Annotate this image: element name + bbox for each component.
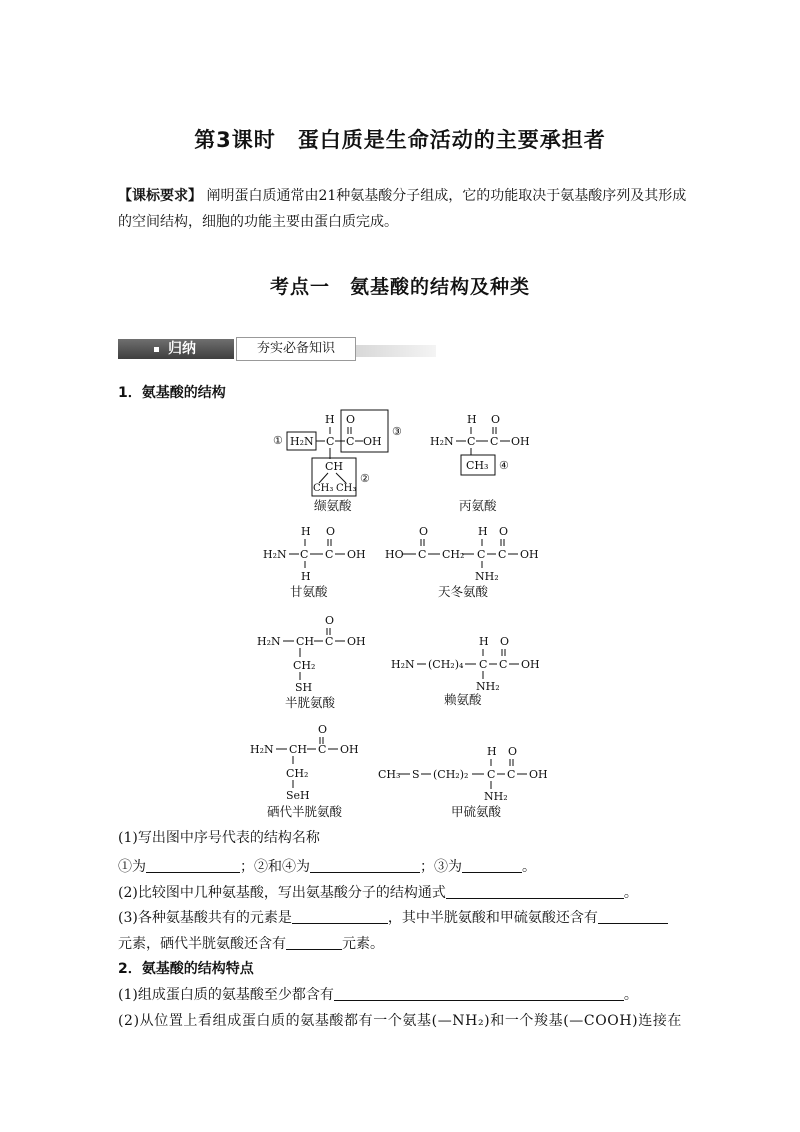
svg-text:C: C <box>346 435 355 448</box>
svg-text:O: O <box>500 635 510 648</box>
question-4 <box>118 984 688 1004</box>
name-valine: 缬氨酸 <box>314 498 352 513</box>
name-alanine: 丙氨酸 <box>459 498 497 513</box>
svg-text:H₂N: H₂N <box>250 743 274 756</box>
svg-text:SeH: SeH <box>286 789 310 802</box>
marker-2: ② <box>360 472 370 485</box>
name-aspartic-acid: 天冬氨酸 <box>438 584 489 599</box>
svg-text:(CH₂)₂: (CH₂)₂ <box>433 768 469 781</box>
svg-text:H: H <box>301 525 311 538</box>
q1-end: 。 <box>522 859 536 875</box>
name-methionine: 甲硫氨酸 <box>451 804 502 819</box>
svg-text:O: O <box>508 745 518 758</box>
requirement-label: 【课标要求】 <box>118 188 202 204</box>
section-title: 考点一 氨基酸的结构及种类 <box>269 276 530 298</box>
svg-text:O: O <box>499 525 509 538</box>
svg-text:(CH₂)₄: (CH₂)₄ <box>428 658 464 671</box>
svg-text:O: O <box>326 525 336 538</box>
name-glycine: 甘氨酸 <box>290 584 328 599</box>
svg-text:CH₃: CH₃ <box>378 768 401 781</box>
svg-text:H₂N: H₂N <box>257 635 281 648</box>
selenocysteine-structure <box>250 723 359 802</box>
blank-7[interactable] <box>286 935 342 950</box>
svg-text:H: H <box>478 525 488 538</box>
blank-8[interactable] <box>334 986 624 1001</box>
svg-text:OH: OH <box>511 435 530 448</box>
svg-text:CH₃: CH₃ <box>313 483 334 494</box>
banner-dark-tab <box>118 339 234 359</box>
svg-text:C: C <box>300 548 309 561</box>
svg-text:OH: OH <box>529 768 548 781</box>
lysine-structure <box>391 635 540 693</box>
q3-d: 元素。 <box>342 936 384 952</box>
svg-text:C: C <box>507 768 516 781</box>
name-selenocysteine: 硒代半胱氨酸 <box>267 804 343 819</box>
svg-text:C: C <box>479 658 488 671</box>
curriculum-requirement <box>118 183 688 235</box>
svg-text:OH: OH <box>347 548 366 561</box>
svg-text:C: C <box>498 548 507 561</box>
svg-text:C: C <box>490 435 499 448</box>
svg-text:CH₂: CH₂ <box>442 548 465 561</box>
svg-text:CH₃: CH₃ <box>336 483 357 494</box>
question-2 <box>118 882 688 902</box>
svg-text:CH: CH <box>289 743 308 756</box>
svg-text:OH: OH <box>347 635 366 648</box>
svg-text:CH: CH <box>325 460 344 473</box>
svg-text:O: O <box>346 413 356 426</box>
svg-text:SH: SH <box>295 681 313 694</box>
q4-text: (1)组成蛋白质的氨基酸至少都含有 <box>118 987 334 1003</box>
svg-text:H: H <box>479 635 489 648</box>
page-title: 第3课时 蛋白质是生命活动的主要承担者 <box>194 128 606 152</box>
svg-text:O: O <box>318 723 328 736</box>
blank-1[interactable] <box>146 858 240 873</box>
svg-text:O: O <box>325 614 335 627</box>
svg-text:CH₂: CH₂ <box>286 767 309 780</box>
banner-left-label: 归纳 <box>168 341 196 357</box>
marker-3: ③ <box>392 425 402 438</box>
valine-structure <box>273 410 402 496</box>
svg-text:OH: OH <box>363 435 382 448</box>
svg-text:C: C <box>487 768 496 781</box>
svg-text:H: H <box>467 413 477 426</box>
heading-amino-acid-structure: 1．氨基酸的结构 <box>118 385 226 401</box>
square-bullet-icon <box>154 347 159 352</box>
blank-5[interactable] <box>292 909 388 924</box>
svg-text:C: C <box>325 635 334 648</box>
methionine-structure <box>378 745 548 803</box>
q1-c: ；③为 <box>420 859 462 875</box>
name-lysine: 赖氨酸 <box>444 692 482 707</box>
question-1: (1)写出图中序号代表的结构名称 <box>118 830 320 846</box>
glycine-structure <box>263 525 366 583</box>
q2-end: 。 <box>623 885 638 901</box>
svg-text:O: O <box>491 413 501 426</box>
blank-4[interactable] <box>446 884 624 899</box>
svg-text:OH: OH <box>520 548 539 561</box>
svg-text:CH₂: CH₂ <box>293 659 316 672</box>
q3-a: (3)各种氨基酸共有的元素是 <box>118 910 292 926</box>
svg-text:H₂N: H₂N <box>263 548 287 561</box>
q2-text: (2)比较图中几种氨基酸，写出氨基酸分子的结构通式 <box>118 885 446 901</box>
requirement-text: 阐明蛋白质通常由21种氨基酸分子组成，它的功能取决于氨基酸序列及其形成的空间结构，细胞的功能主要由蛋白质完成。 <box>118 188 687 230</box>
question-1-lines <box>118 856 688 876</box>
q3-b: ，其中半胱氨酸和甲硫氨酸还含有 <box>387 910 598 926</box>
cysteine-structure <box>257 614 366 694</box>
svg-text:C: C <box>325 548 334 561</box>
svg-text:CH: CH <box>296 635 315 648</box>
heading-amino-acid-features: 2．氨基酸的结构特点 <box>118 961 254 977</box>
svg-text:C: C <box>467 435 476 448</box>
banner-tail <box>356 345 436 357</box>
svg-text:HO: HO <box>385 548 404 561</box>
svg-text:O: O <box>419 525 429 538</box>
question-3-cont <box>118 933 688 953</box>
svg-text:NH₂: NH₂ <box>484 790 508 803</box>
amino-acid-structures-diagram <box>0 400 800 830</box>
svg-text:NH₂: NH₂ <box>475 570 499 583</box>
svg-text:C: C <box>418 548 427 561</box>
svg-text:OH: OH <box>340 743 359 756</box>
blank-2[interactable] <box>310 858 420 873</box>
svg-text:H: H <box>487 745 497 758</box>
question-3 <box>118 907 688 927</box>
svg-text:NH₂: NH₂ <box>476 680 500 693</box>
blank-3[interactable] <box>462 858 522 873</box>
svg-text:H₂N: H₂N <box>430 435 454 448</box>
marker-1: ① <box>273 434 283 447</box>
q4-end: 。 <box>623 987 638 1003</box>
svg-text:OH: OH <box>521 658 540 671</box>
svg-text:H: H <box>301 570 311 583</box>
alanine-structure <box>430 413 530 475</box>
svg-text:C: C <box>318 743 327 756</box>
q1-a: ①为 <box>118 859 146 875</box>
summary-banner <box>118 337 436 363</box>
svg-text:H: H <box>325 413 335 426</box>
svg-text:H₂N: H₂N <box>391 658 415 671</box>
q1-b: ；②和④为 <box>240 859 310 875</box>
svg-text:CH₃: CH₃ <box>466 459 489 472</box>
q3-c: 元素，硒代半胱氨酸还含有 <box>118 936 286 952</box>
aspartic-acid-structure <box>385 525 539 583</box>
svg-text:C: C <box>326 435 335 448</box>
marker-4: ④ <box>499 459 509 472</box>
svg-text:H₂N: H₂N <box>290 435 314 448</box>
name-cysteine: 半胱氨酸 <box>285 695 336 710</box>
svg-text:C: C <box>499 658 508 671</box>
svg-text:C: C <box>477 548 486 561</box>
banner-right-label: 夯实必备知识 <box>236 337 356 361</box>
svg-text:S: S <box>412 768 420 781</box>
blank-6[interactable] <box>598 909 668 924</box>
question-5: (2)从位置上看组成蛋白质的氨基酸都有一个氨基(—NH₂)和一个羧基(—COOH)连接在 <box>118 1013 683 1029</box>
